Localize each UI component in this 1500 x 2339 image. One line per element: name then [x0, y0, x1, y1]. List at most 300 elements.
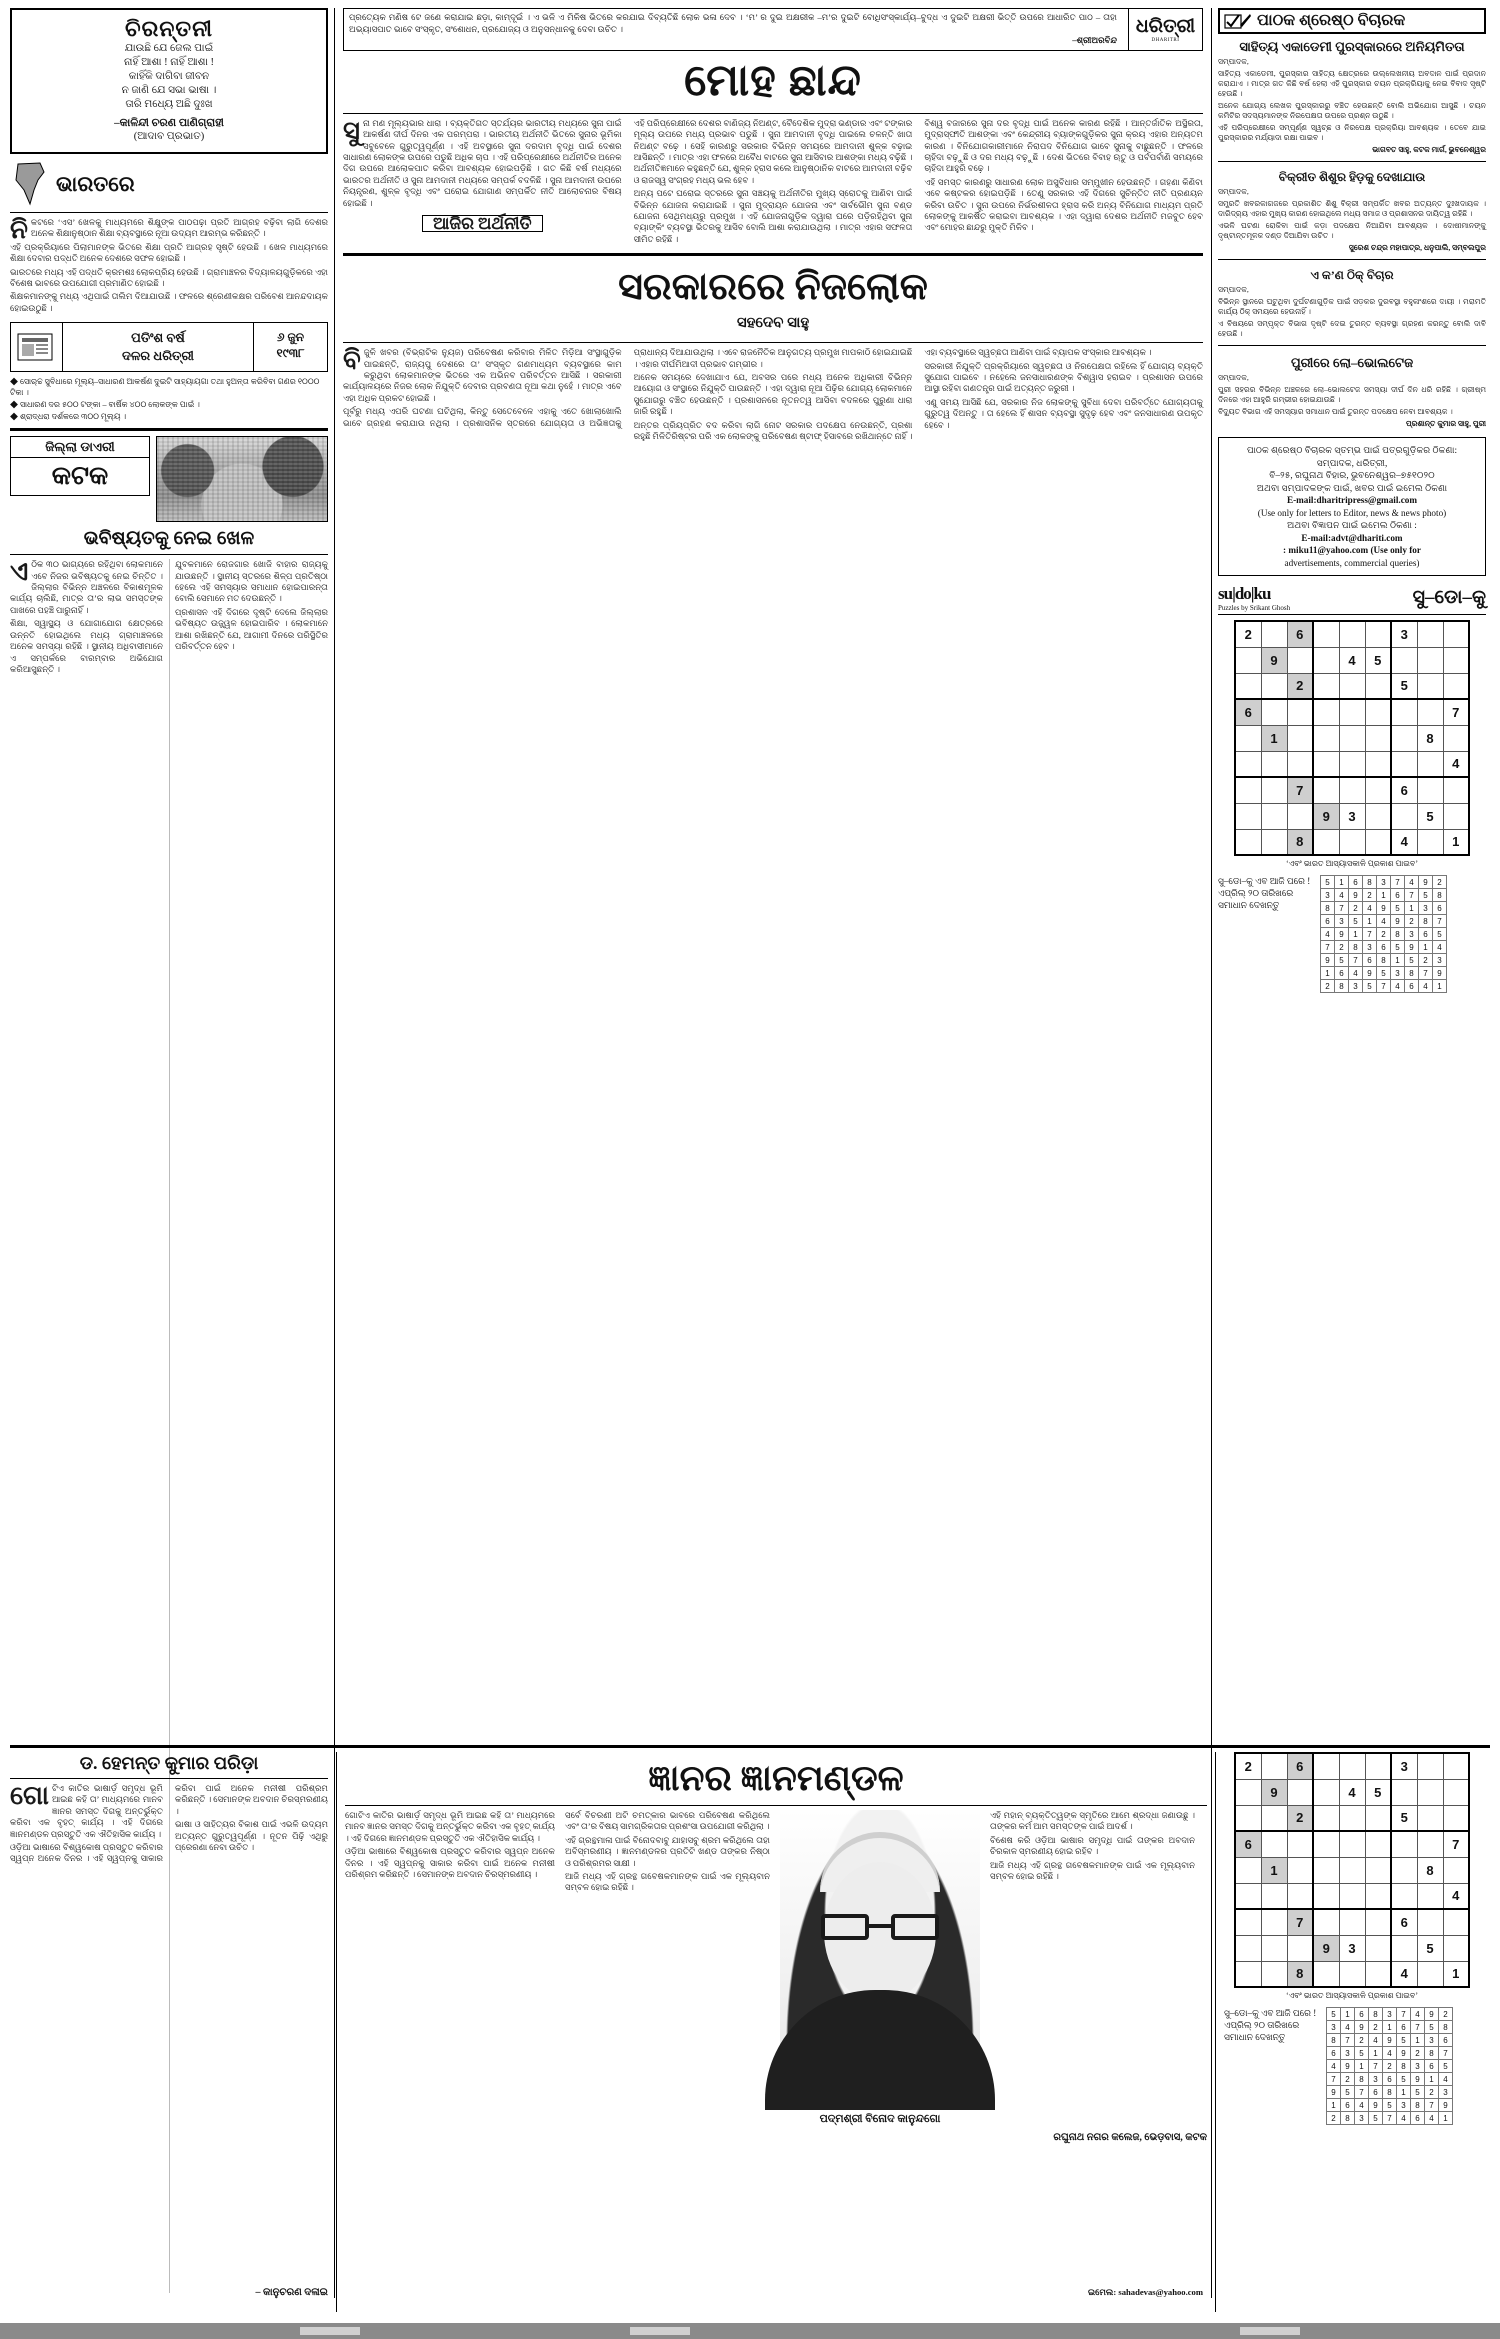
sudoku-solution-cell: 9 — [1377, 902, 1391, 915]
photo-caption: ପଦ୍ମଶ୍ରୀ ବିନୋଦ କାନୁନ୍ଦଗୋ — [819, 2113, 941, 2125]
sudoku-solution-cell: 1 — [1369, 2047, 1383, 2060]
sudoku-solution-cell: 7 — [1327, 2073, 1341, 2086]
sudoku-cell[interactable] — [1313, 751, 1339, 777]
sudoku-solution-cell: 7 — [1377, 980, 1391, 993]
sudoku-solution-cell: 5 — [1391, 941, 1405, 954]
scrollbar-footer[interactable] — [0, 2323, 1500, 2339]
sudoku-cell[interactable] — [1443, 621, 1469, 647]
sudoku-cell[interactable] — [1365, 1961, 1391, 1987]
sudoku-cell[interactable] — [1443, 1753, 1469, 1779]
sudoku-solution-cell: 1 — [1341, 2008, 1355, 2021]
sudoku-cell[interactable] — [1313, 777, 1339, 803]
paragraph: ଏହି ପରିପ୍ରେକ୍ଷୀରେ ସମ୍ପୂର୍ଣ୍ଣ ସ୍ୱଚ୍ଛ ଓ ନିରପେକ୍ଷ ପ୍ରକ୍ରିୟା ଆବଶ୍ୟକ । ତେବେ ଯାଇ ପୁରସ୍କାରର ମର୍ଯ୍ୟାଦା ରକ୍ଷା ପାଇବ । — [1218, 123, 1486, 142]
sudoku-solution-cell: 3 — [1335, 915, 1349, 928]
sudoku-cell[interactable] — [1313, 1909, 1339, 1935]
email-ads[interactable]: E-mail:advt@dhariti.com — [1301, 532, 1403, 543]
sudoku-solution-cell: 4 — [1355, 2099, 1369, 2112]
sudoku-cell[interactable] — [1339, 1857, 1365, 1883]
sudoku-row — [1235, 725, 1469, 751]
sudoku-cell[interactable] — [1443, 1909, 1469, 1935]
sudoku-solution-cell: 6 — [1341, 2099, 1355, 2112]
sudoku-solution-cell: 7 — [1369, 2060, 1383, 2073]
email-editor[interactable]: E-mail:dharitripress@gmail.com — [1286, 495, 1418, 505]
sudoku-cell[interactable]: 6 — [1235, 1831, 1261, 1857]
sudoku-solution-cell: 3 — [1321, 889, 1335, 902]
sudoku-cell[interactable] — [1365, 699, 1391, 725]
sudoku-solution-cell: 9 — [1419, 876, 1433, 889]
sudoku-solution-cell: 5 — [1433, 928, 1447, 941]
sudoku-cell[interactable] — [1235, 829, 1261, 855]
sudoku-cell[interactable] — [1443, 647, 1469, 673]
sudoku-cell[interactable] — [1313, 1961, 1339, 1987]
third-headline: ଜ୍ଞାନର ଜ୍ଞାନମଣ୍ଡଳ — [648, 1758, 904, 1798]
sudoku-cell[interactable] — [1235, 1883, 1261, 1909]
sudoku-cell[interactable] — [1313, 829, 1339, 855]
masthead-logo — [1128, 9, 1202, 50]
sudoku-cell[interactable]: 4 — [1339, 647, 1365, 673]
sudoku-cell[interactable]: 9 — [1261, 647, 1287, 673]
sudoku-solution-cell: 3 — [1433, 954, 1447, 967]
second-article-email: ଇମେଲ: sahadevas@yahoo.com — [1088, 2287, 1203, 2297]
glasses-icon — [821, 1914, 939, 1940]
sudoku-cell[interactable] — [1261, 699, 1287, 725]
sudoku-cell[interactable] — [1287, 1935, 1313, 1961]
sudoku-cell[interactable] — [1235, 1805, 1261, 1831]
bullet-item: ◆ ଶ୍ରାଦ୍ଧରା ଦର୍ଶକରେ ୩୦୦ ମୂଲ୍ୟ । — [10, 412, 127, 422]
sudoku-cell[interactable]: 7 — [1287, 1909, 1313, 1935]
paragraph: ବିଶେଷ କରି ଓଡ଼ିଆ ଭାଷାର ସମୃଦ୍ଧି ପାଇଁ ତାଙ୍କର ଅବଦାନ ଚିରକାଳ ସ୍ମରଣୀୟ ହୋଇ ରହିବ । — [990, 1834, 1195, 1857]
sudoku-cell[interactable] — [1261, 1883, 1287, 1909]
sudoku-row — [1235, 751, 1469, 777]
sudoku-cell[interactable] — [1261, 1961, 1287, 1987]
sudoku-cell[interactable] — [1261, 777, 1287, 803]
sudoku-cell[interactable] — [1235, 803, 1261, 829]
sudoku-cell[interactable] — [1287, 803, 1313, 829]
sudoku-cell[interactable] — [1365, 777, 1391, 803]
sudoku-cell[interactable] — [1261, 1805, 1287, 1831]
sudoku-cell[interactable]: 4 — [1391, 829, 1417, 855]
sudoku-cell[interactable] — [1313, 1805, 1339, 1831]
sudoku-solution-cell: 4 — [1377, 915, 1391, 928]
sudoku-row — [1235, 699, 1469, 725]
sudoku-cell[interactable]: 2 — [1287, 673, 1313, 699]
sudoku-solution-cell: 2 — [1321, 980, 1335, 993]
sudoku-cell[interactable] — [1391, 699, 1417, 725]
sudoku-cell[interactable] — [1391, 725, 1417, 751]
sudoku-solution-row — [1327, 2112, 1453, 2125]
sudoku-grid[interactable] — [1234, 620, 1470, 856]
sudoku-cell[interactable] — [1313, 1883, 1339, 1909]
letters-section-header[interactable] — [1218, 8, 1486, 34]
paragraph: ଆଜି ମଧ୍ୟ ଏହି ଗ୍ରନ୍ଥ ଗବେଷକମାନଙ୍କ ପାଇଁ ଏକ ମୂଲ୍ୟବାନ ସମ୍ବଳ ହୋଇ ରହିଛି । — [990, 1859, 1195, 1882]
sudoku-cell[interactable] — [1287, 1779, 1313, 1805]
sudoku-solution-cell: 6 — [1349, 876, 1363, 889]
sudoku-cell[interactable]: 9 — [1313, 1935, 1339, 1961]
sudoku-cell[interactable] — [1417, 829, 1443, 855]
sudoku-solution-cell: 2 — [1439, 2008, 1453, 2021]
sudoku-cell[interactable] — [1365, 1805, 1391, 1831]
sudoku-cell[interactable]: 3 — [1339, 1935, 1365, 1961]
sudoku-cell[interactable] — [1235, 1857, 1261, 1883]
sudoku-cell[interactable] — [1261, 803, 1287, 829]
sudoku-solution-cell: 6 — [1405, 980, 1419, 993]
sudoku-cell[interactable] — [1287, 1857, 1313, 1883]
paragraph: ଏହି ଗ୍ରନ୍ଥମାଳା ପାଇଁ ବିନୋଦବାବୁ ଯାହାସବୁ ଶ୍ରମ କରିଥିଲେ ତାହା ଅବିସ୍ମରଣୀୟ । ଜ୍ଞାନମଣ୍ଡଳର ପ୍ରତିଟି ଖଣ୍ଡ ତାଙ୍କର ନିଷ୍ଠା ଓ ପରିଶ୍ରମର ସାକ୍ଷୀ । — [565, 1834, 770, 1868]
sudoku-cell[interactable]: 6 — [1287, 1753, 1313, 1779]
sudoku-solution-cell: 7 — [1321, 941, 1335, 954]
lead-kicker-wrap — [343, 215, 622, 232]
dateline-volume: ପତିଂଶ ବର୍ଷ — [131, 330, 185, 346]
sudoku-solution-cell: 8 — [1391, 928, 1405, 941]
sudoku-cell[interactable] — [1417, 1961, 1443, 1987]
sudoku-cell[interactable]: 6 — [1391, 777, 1417, 803]
email-ads-alt[interactable]: : miku11@yahoo.com (Use only for — [1283, 545, 1421, 555]
sudoku-cell[interactable] — [1261, 751, 1287, 777]
paragraph: ସର୍ବେ ବିଚରଣୀ ଅଟି ଚମତ୍କାର ଭାବରେ ପରିବେଷଣ କରିଥିଲେ ଏବଂ ତା’ର ବିଷୟ ସାମଗ୍ରିକତାର ପ୍ରଶଂସା ଉପଯୋଗୀ କରିଥିଲା । — [565, 1810, 770, 1832]
sudoku-cell[interactable] — [1417, 673, 1443, 699]
sudoku-cell[interactable]: 2 — [1287, 1805, 1313, 1831]
sudoku-solution-cell: 4 — [1349, 967, 1363, 980]
sudoku-cell[interactable]: 7 — [1443, 1831, 1469, 1857]
sudoku-cell[interactable]: 6 — [1391, 1909, 1417, 1935]
sudoku-solution-cell: 8 — [1341, 2112, 1355, 2125]
sudoku-solution-cell: 4 — [1397, 2112, 1411, 2125]
sudoku-solution-cell: 3 — [1327, 2021, 1341, 2034]
sudoku-solution-cell: 9 — [1397, 2047, 1411, 2060]
sudoku-cell[interactable] — [1391, 1935, 1417, 1961]
sudoku-cell[interactable] — [1261, 1935, 1287, 1961]
sudoku-cell[interactable]: 8 — [1417, 1857, 1443, 1883]
sudoku-cell[interactable] — [1313, 1857, 1339, 1883]
sudoku-cell[interactable]: 6 — [1287, 621, 1313, 647]
sudoku-row — [1235, 1909, 1469, 1935]
sudoku-cell[interactable] — [1339, 829, 1365, 855]
scrollbar-thumb-right[interactable] — [1240, 2327, 1300, 2335]
sudoku-cell[interactable] — [1417, 751, 1443, 777]
sudoku-cell[interactable]: 5 — [1417, 1935, 1443, 1961]
sudoku-cell[interactable] — [1339, 1883, 1365, 1909]
sudoku-cell[interactable] — [1313, 1753, 1339, 1779]
sudoku-cell[interactable] — [1287, 751, 1313, 777]
sudoku-cell[interactable] — [1313, 725, 1339, 751]
sudoku-solution-cell: 8 — [1321, 902, 1335, 915]
sudoku-cell[interactable]: 4 — [1443, 751, 1469, 777]
sudoku-solution-block — [1218, 875, 1486, 993]
poem-line: ନ ଜାଣି ଯେ ସଭା ଭାଷା । — [121, 85, 217, 96]
poem-title: ଚିରନ୍ତନୀ — [124, 16, 214, 41]
sudoku-cell[interactable] — [1365, 803, 1391, 829]
paragraph: ଓଡ଼ିଆ ଭାଷାରେ ବିଶ୍ୱକୋଷ ପ୍ରସ୍ତୁତ କରିବାର ସ୍ୱପ୍ନ ଅନେକ ଦିନର । ଏହି ସ୍ୱପ୍ନକୁ ସାକାର କରିବା ପାଇଁ ଅନେକ ମନୀଷୀ ପରିଶ୍ରମ କରିଛନ୍ତି । ସେମାନଙ୍କ ଅବଦାନ ଚିରସ୍ମରଣୀୟ । — [10, 1783, 328, 1864]
sudoku-solution-cell: 7 — [1433, 915, 1447, 928]
sudoku-cell[interactable]: 8 — [1287, 829, 1313, 855]
sudoku-cell[interactable] — [1287, 1883, 1313, 1909]
sudoku-solution-cell: 2 — [1363, 889, 1377, 902]
sudoku-row — [1235, 777, 1469, 803]
sudoku-cell[interactable] — [1339, 1753, 1365, 1779]
sudoku-cell[interactable] — [1235, 725, 1261, 751]
sudoku-brand-sub: Puzzles by Srikant Ghosh — [1218, 604, 1291, 612]
sudoku-cell[interactable] — [1313, 647, 1339, 673]
sudoku-solution-cell: 8 — [1411, 2099, 1425, 2112]
sudoku-solution-cell: 6 — [1433, 902, 1447, 915]
sudoku-cell[interactable] — [1417, 621, 1443, 647]
sudoku-cell[interactable] — [1261, 1831, 1287, 1857]
letters-address-box — [1218, 437, 1486, 576]
sudoku-cell[interactable] — [1365, 621, 1391, 647]
sudoku-cell[interactable] — [1339, 621, 1365, 647]
sudoku-cell[interactable] — [1261, 829, 1287, 855]
sudoku-row — [1235, 1883, 1469, 1909]
sudoku-cell[interactable] — [1417, 1883, 1443, 1909]
sudoku-cell[interactable]: 7 — [1443, 699, 1469, 725]
sudoku-cell[interactable] — [1339, 725, 1365, 751]
paragraph: ସମ୍ପାଦକ, — [1218, 285, 1249, 294]
sudoku-cell[interactable] — [1339, 1909, 1365, 1935]
sudoku-solution-cell: 3 — [1355, 2112, 1369, 2125]
bottom-section — [10, 1745, 1490, 2315]
sudoku-solution-cell: 5 — [1439, 2060, 1453, 2073]
sudoku-solution-cell: 4 — [1321, 928, 1335, 941]
sudoku-cell[interactable]: 3 — [1339, 803, 1365, 829]
sudoku-solution-grid — [1320, 875, 1447, 993]
paragraph: ସରକାରୀ ନିଯୁକ୍ତି ପ୍ରକ୍ରିୟାରେ ସ୍ୱଚ୍ଛତା ଓ ନିରପେକ୍ଷତା ରହିଲେ ହିଁ ଯୋଗ୍ୟ ବ୍ୟକ୍ତି ସୁଯୋଗ ପାଇବେ । ନହେଲେ ଜନସାଧାରଣଙ୍କ ବିଶ୍ୱାସ ହରାଇବ । ପ୍ରଶାସନ ଉପରେ ଆସ୍ଥା ରହିବା ଗଣତନ୍ତ୍ର ପାଇଁ ଅତ୍ୟନ୍ତ ଜରୁରୀ । — [924, 360, 1203, 394]
sudoku-cell[interactable] — [1235, 1935, 1261, 1961]
sudoku-cell[interactable] — [1391, 1779, 1417, 1805]
sudoku-solution-cell: 9 — [1349, 889, 1363, 902]
paragraph: ଶିକ୍ଷକମାନଙ୍କୁ ମଧ୍ୟ ଏଥିପାଇଁ ତାଲିମ ଦିଆଯାଉଛି । ଫଳରେ ଶ୍ରେଣୀକକ୍ଷର ପରିବେଶ ଆନନ୍ଦଦାୟକ ହୋଇଉଠୁଛି । — [10, 291, 328, 313]
email-ads-note: advertisements, commercial queries) — [1284, 557, 1420, 568]
sudoku-solution-cell: 5 — [1341, 2086, 1355, 2099]
sudoku-solution-cell: 5 — [1377, 967, 1391, 980]
sudoku-solution-cell: 3 — [1425, 2034, 1439, 2047]
india-map-icon — [10, 160, 50, 208]
sudoku-cell[interactable]: 9 — [1313, 803, 1339, 829]
sudoku-cell[interactable] — [1391, 647, 1417, 673]
sudoku-cell[interactable] — [1287, 1831, 1313, 1857]
sudoku-cell[interactable] — [1365, 1753, 1391, 1779]
sudoku-cell[interactable]: 5 — [1391, 673, 1417, 699]
sudoku-cell[interactable]: 5 — [1365, 1779, 1391, 1805]
sudoku-solution-cell: 8 — [1349, 941, 1363, 954]
sudoku-cell[interactable] — [1391, 803, 1417, 829]
sudoku-cell[interactable]: 8 — [1287, 1961, 1313, 1987]
sudoku-cell[interactable] — [1235, 751, 1261, 777]
sudoku-cell[interactable]: 3 — [1391, 621, 1417, 647]
sudoku-solution-cell: 5 — [1327, 2008, 1341, 2021]
sudoku-row — [1235, 1831, 1469, 1857]
paragraph: ପୂର୍ବରୁ ମଧ୍ୟ ଏପରି ଘଟଣା ଘଟିଥିଲା, କିନ୍ତୁ ସେତେବେଳେ ଏହାକୁ ଏତେ ଖୋଲାଖୋଲି ଭାବେ ଗ୍ରହଣ କରାଯାଉ ନଥିଲା । ପ୍ରଶାସନିକ ସ୍ତରରେ ଯୋଗ୍ୟତା ଓ ଅଭିଜ୍ଞତାକୁ ପ୍ରାଧାନ୍ୟ ଦିଆଯାଉଥିଲା । ଏବେ ରାଜନୈତିକ ଆନୁଗତ୍ୟ ପ୍ରମୁଖ ମାପକାଠି ହୋଇଯାଇଛି । ଏହାର ଦୀର୍ଘମିଆଦୀ ପ୍ରଭାବ ଗମ୍ଭୀର । — [343, 347, 913, 428]
district-diary-block — [10, 436, 328, 522]
sudoku-solution-cell: 2 — [1349, 902, 1363, 915]
sudoku-row — [1235, 1935, 1469, 1961]
sudoku-cell[interactable] — [1313, 699, 1339, 725]
sudoku-cell[interactable] — [1287, 725, 1313, 751]
bullet-item: ◆ ସାଧାରଣ ଦର ୫୦୦ ଟଙ୍କା – ବାର୍ଷିକ ୪୦୦ ଲୋକଙ୍କ ପାଇଁ । — [10, 400, 200, 410]
sudoku-cell[interactable] — [1339, 1961, 1365, 1987]
top-quote-text — [344, 9, 1122, 50]
sudoku-cell[interactable] — [1417, 1909, 1443, 1935]
sudoku-row — [1235, 1961, 1469, 1987]
sudoku-cell[interactable] — [1287, 699, 1313, 725]
sudoku-solution-row — [1327, 2073, 1453, 2086]
sudoku-cell[interactable] — [1313, 1831, 1339, 1857]
sudoku-cell[interactable]: 1 — [1261, 1857, 1287, 1883]
sudoku-solution-cell: 6 — [1355, 2008, 1369, 2021]
sudoku-cell[interactable]: 3 — [1391, 1753, 1417, 1779]
sudoku-cell[interactable] — [1235, 1779, 1261, 1805]
sudoku-cell[interactable]: 2 — [1235, 1753, 1261, 1779]
dateline-paper: ଦଳର ଧରିତ୍ରୀ — [121, 348, 195, 364]
sudoku-cell[interactable] — [1313, 621, 1339, 647]
sudoku-solution-cell: 7 — [1383, 2112, 1397, 2125]
sudoku-cell[interactable] — [1443, 673, 1469, 699]
sudoku-cell[interactable] — [1443, 725, 1469, 751]
sudoku-solution-cell: 7 — [1341, 2034, 1355, 2047]
sudoku-solution-cell: 4 — [1327, 2060, 1341, 2073]
sudoku-cell[interactable] — [1339, 699, 1365, 725]
sudoku-cell[interactable] — [1391, 1831, 1417, 1857]
address-line: ସମ୍ପାଦକ, ଧରିତ୍ରୀ, — [1316, 457, 1388, 468]
sudoku-cell[interactable] — [1365, 725, 1391, 751]
sudoku-cell[interactable] — [1417, 1779, 1443, 1805]
sudoku-cell[interactable] — [1235, 647, 1261, 673]
sudoku-solution-cell: 1 — [1391, 954, 1405, 967]
scrollbar-thumb-left[interactable] — [300, 2327, 360, 2335]
sudoku-solution-cell: 6 — [1321, 915, 1335, 928]
sudoku-solution-cell: 2 — [1369, 2021, 1383, 2034]
sudoku-cell[interactable] — [1235, 1961, 1261, 1987]
sudoku-cell[interactable]: 1 — [1443, 1961, 1469, 1987]
poem-author: –କାଳିନ୍ଦୀ ଚରଣ ପାଣିଗ୍ରାହୀ — [114, 117, 224, 129]
sudoku-cell[interactable]: 4 — [1339, 1779, 1365, 1805]
sudoku-cell[interactable] — [1443, 777, 1469, 803]
sudoku-solution-cell: 3 — [1369, 2073, 1383, 2086]
sudoku-solution-row — [1327, 2021, 1453, 2034]
sudoku-cell[interactable] — [1365, 673, 1391, 699]
sudoku-cell[interactable]: 1 — [1261, 725, 1287, 751]
sudoku-cell[interactable]: 8 — [1417, 725, 1443, 751]
sudoku-cell[interactable] — [1365, 1909, 1391, 1935]
sudoku-cell[interactable] — [1417, 647, 1443, 673]
sudoku-cell[interactable] — [1365, 1831, 1391, 1857]
sudoku-solution-cell: 9 — [1411, 2073, 1425, 2086]
sudoku-cell[interactable]: 5 — [1365, 647, 1391, 673]
sudoku-cell[interactable]: 1 — [1443, 829, 1469, 855]
sudoku-solution-cell: 5 — [1321, 876, 1335, 889]
sudoku-solution-grid-bottom — [1326, 2007, 1453, 2125]
sudoku-solution-cell: 8 — [1405, 967, 1419, 980]
letter-4-signature: ପ୍ରଶାନ୍ତ କୁମାର ସାହୁ, ପୁରୀ — [1405, 419, 1486, 428]
sudoku-cell[interactable] — [1235, 673, 1261, 699]
paragraph: ଅନେକ ସମୟରେ ଦେଖାଯାଏ ଯେ, ଅବସର ପରେ ମଧ୍ୟ ଅନେକ ଅଧିକାରୀ ବିଭିନ୍ନ ଆୟୋଗ ଓ ସଂସ୍ଥାରେ ନିଯୁକ୍ତି ପାଉଛନ୍ତି । ଏହା ଦ୍ୱାରା ନୂଆ ପିଢ଼ିର ଯୋଗ୍ୟ ଲୋକମାନେ ସୁଯୋଗରୁ ବଞ୍ଚିତ ହେଉଛନ୍ତି । ପ୍ରଶାସନରେ ନୂତନତ୍ୱ ଆସିବା ବଦଳରେ ପୁରୁଣା ଧାରା ଜାରି ରହୁଛି । — [633, 372, 913, 417]
scrollbar-thumb-center[interactable] — [630, 2327, 690, 2335]
sudoku-row — [1235, 1753, 1469, 1779]
sudoku-solution-cell: 5 — [1405, 954, 1419, 967]
sudoku-cell[interactable] — [1261, 1909, 1287, 1935]
sudoku-solution-cell: 1 — [1321, 967, 1335, 980]
district-article-byline: – କାନୁଚରଣ ଦଳାଇ — [255, 2287, 328, 2298]
sudoku-solution-cell: 4 — [1411, 2008, 1425, 2021]
sudoku-block — [1218, 584, 1486, 993]
sudoku-cell[interactable] — [1417, 1753, 1443, 1779]
sudoku-cell[interactable] — [1443, 1779, 1469, 1805]
pen-checkbox-icon — [1224, 12, 1252, 30]
sudoku-cell[interactable]: 5 — [1417, 803, 1443, 829]
sudoku-grid-bottom[interactable] — [1234, 1752, 1470, 1988]
sudoku-solution-cell: 1 — [1397, 2086, 1411, 2099]
sudoku-note-bottom: ‘ଏବଂ ଭାରତ ଆସ୍ୟାସକାଳି ପ୍ରକାଶ ପାଇବ’ — [1285, 1991, 1419, 2000]
sudoku-cell[interactable] — [1443, 803, 1469, 829]
section-header-india — [10, 160, 328, 208]
sudoku-cell[interactable]: 7 — [1287, 777, 1313, 803]
sudoku-solution-cell: 1 — [1411, 2034, 1425, 2047]
sudoku-cell[interactable] — [1417, 1805, 1443, 1831]
sudoku-cell[interactable] — [1235, 1909, 1261, 1935]
sudoku-cell[interactable] — [1339, 673, 1365, 699]
sudoku-cell[interactable]: 4 — [1443, 1883, 1469, 1909]
sudoku-solution-cell: 9 — [1355, 2021, 1369, 2034]
quote-attribution: –ଶ୍ରୀଅରବିନ୍ଦ — [1072, 35, 1117, 46]
sudoku-cell[interactable] — [1365, 1857, 1391, 1883]
sudoku-cell[interactable]: 6 — [1235, 699, 1261, 725]
sudoku-cell[interactable] — [1443, 1857, 1469, 1883]
sudoku-cell[interactable] — [1261, 1753, 1287, 1779]
sudoku-cell[interactable] — [1287, 647, 1313, 673]
sudoku-solution-label: ସୁ–ଡୋ–କୁ ଏବ ଆଜି ପରେ ! ଏପ୍ରିଲ୍‌ ୨୦ ତାରିଖରେ ସମାଧାନ ଦେଖନ୍ତୁ — [1218, 876, 1311, 910]
sudoku-cell[interactable] — [1391, 751, 1417, 777]
sudoku-cell[interactable] — [1235, 777, 1261, 803]
sudoku-cell[interactable] — [1339, 777, 1365, 803]
sudoku-solution-cell: 2 — [1405, 915, 1419, 928]
sudoku-cell[interactable] — [1365, 1883, 1391, 1909]
sudoku-solution-cell: 5 — [1411, 2086, 1425, 2099]
sudoku-cell[interactable] — [1261, 621, 1287, 647]
third-article-credit: ରଘୁନାଥ ନଗର କଲେଜ, ଭେଡ଼ବାସ, କଟକ — [1053, 2132, 1207, 2143]
sudoku-cell[interactable] — [1313, 1779, 1339, 1805]
sudoku-cell[interactable]: 9 — [1261, 1779, 1287, 1805]
sudoku-cell[interactable]: 2 — [1235, 621, 1261, 647]
sudoku-cell[interactable] — [1365, 829, 1391, 855]
sudoku-cell[interactable]: 4 — [1391, 1961, 1417, 1987]
sudoku-cell[interactable] — [1417, 777, 1443, 803]
sudoku-solution-cell: 6 — [1363, 954, 1377, 967]
section-title: ଭାରତରେ — [56, 171, 135, 196]
sudoku-cell[interactable] — [1339, 751, 1365, 777]
sudoku-cell[interactable] — [1339, 1805, 1365, 1831]
sudoku-solution-cell: 4 — [1391, 980, 1405, 993]
sudoku-cell[interactable] — [1391, 1883, 1417, 1909]
sudoku-cell[interactable] — [1443, 1805, 1469, 1831]
sudoku-solution-cell: 7 — [1405, 889, 1419, 902]
sudoku-cell[interactable] — [1417, 699, 1443, 725]
sudoku-cell[interactable] — [1365, 751, 1391, 777]
address-line: ପାଠକ ଶ୍ରେଷ୍ଠ ବିଚାରକ ସ୍ତମ୍ଭ ପାଇଁ ପତ୍ରଗୁଡ଼ିକର ଠିକଣା: — [1246, 445, 1458, 455]
bottom-right-column — [1224, 1752, 1480, 2312]
paragraph: ଏହି ପ୍ରକ୍ରିୟାରେ ପିଲାମାନଙ୍କ ଭିତରେ ଶିକ୍ଷା ପ୍ରତି ଆଗ୍ରହ ସୃଷ୍ଟି ହେଉଛି । ଖେଳ ମାଧ୍ୟମରେ ଶିକ୍ଷା ଦେବାର ପଦ୍ଧତି ଅନେକ ଦେଶରେ ସଫଳ ହୋଇଛି । — [10, 241, 328, 264]
sudoku-cell[interactable]: 5 — [1391, 1805, 1417, 1831]
sudoku-cell[interactable] — [1339, 1831, 1365, 1857]
sudoku-cell[interactable] — [1365, 1935, 1391, 1961]
sudoku-cell[interactable] — [1443, 1935, 1469, 1961]
sudoku-solution-row — [1327, 2034, 1453, 2047]
sudoku-cell[interactable] — [1391, 1857, 1417, 1883]
sudoku-cell[interactable] — [1261, 673, 1287, 699]
sudoku-cell[interactable] — [1417, 1831, 1443, 1857]
third-article-author-head: ଡ. ହେମନ୍ତ କୁମାର ପରିଡ଼ା — [79, 1753, 259, 1773]
sudoku-cell[interactable] — [1313, 673, 1339, 699]
sudoku-solution-cell: 9 — [1369, 2099, 1383, 2112]
sudoku-solution-cell: 8 — [1419, 915, 1433, 928]
